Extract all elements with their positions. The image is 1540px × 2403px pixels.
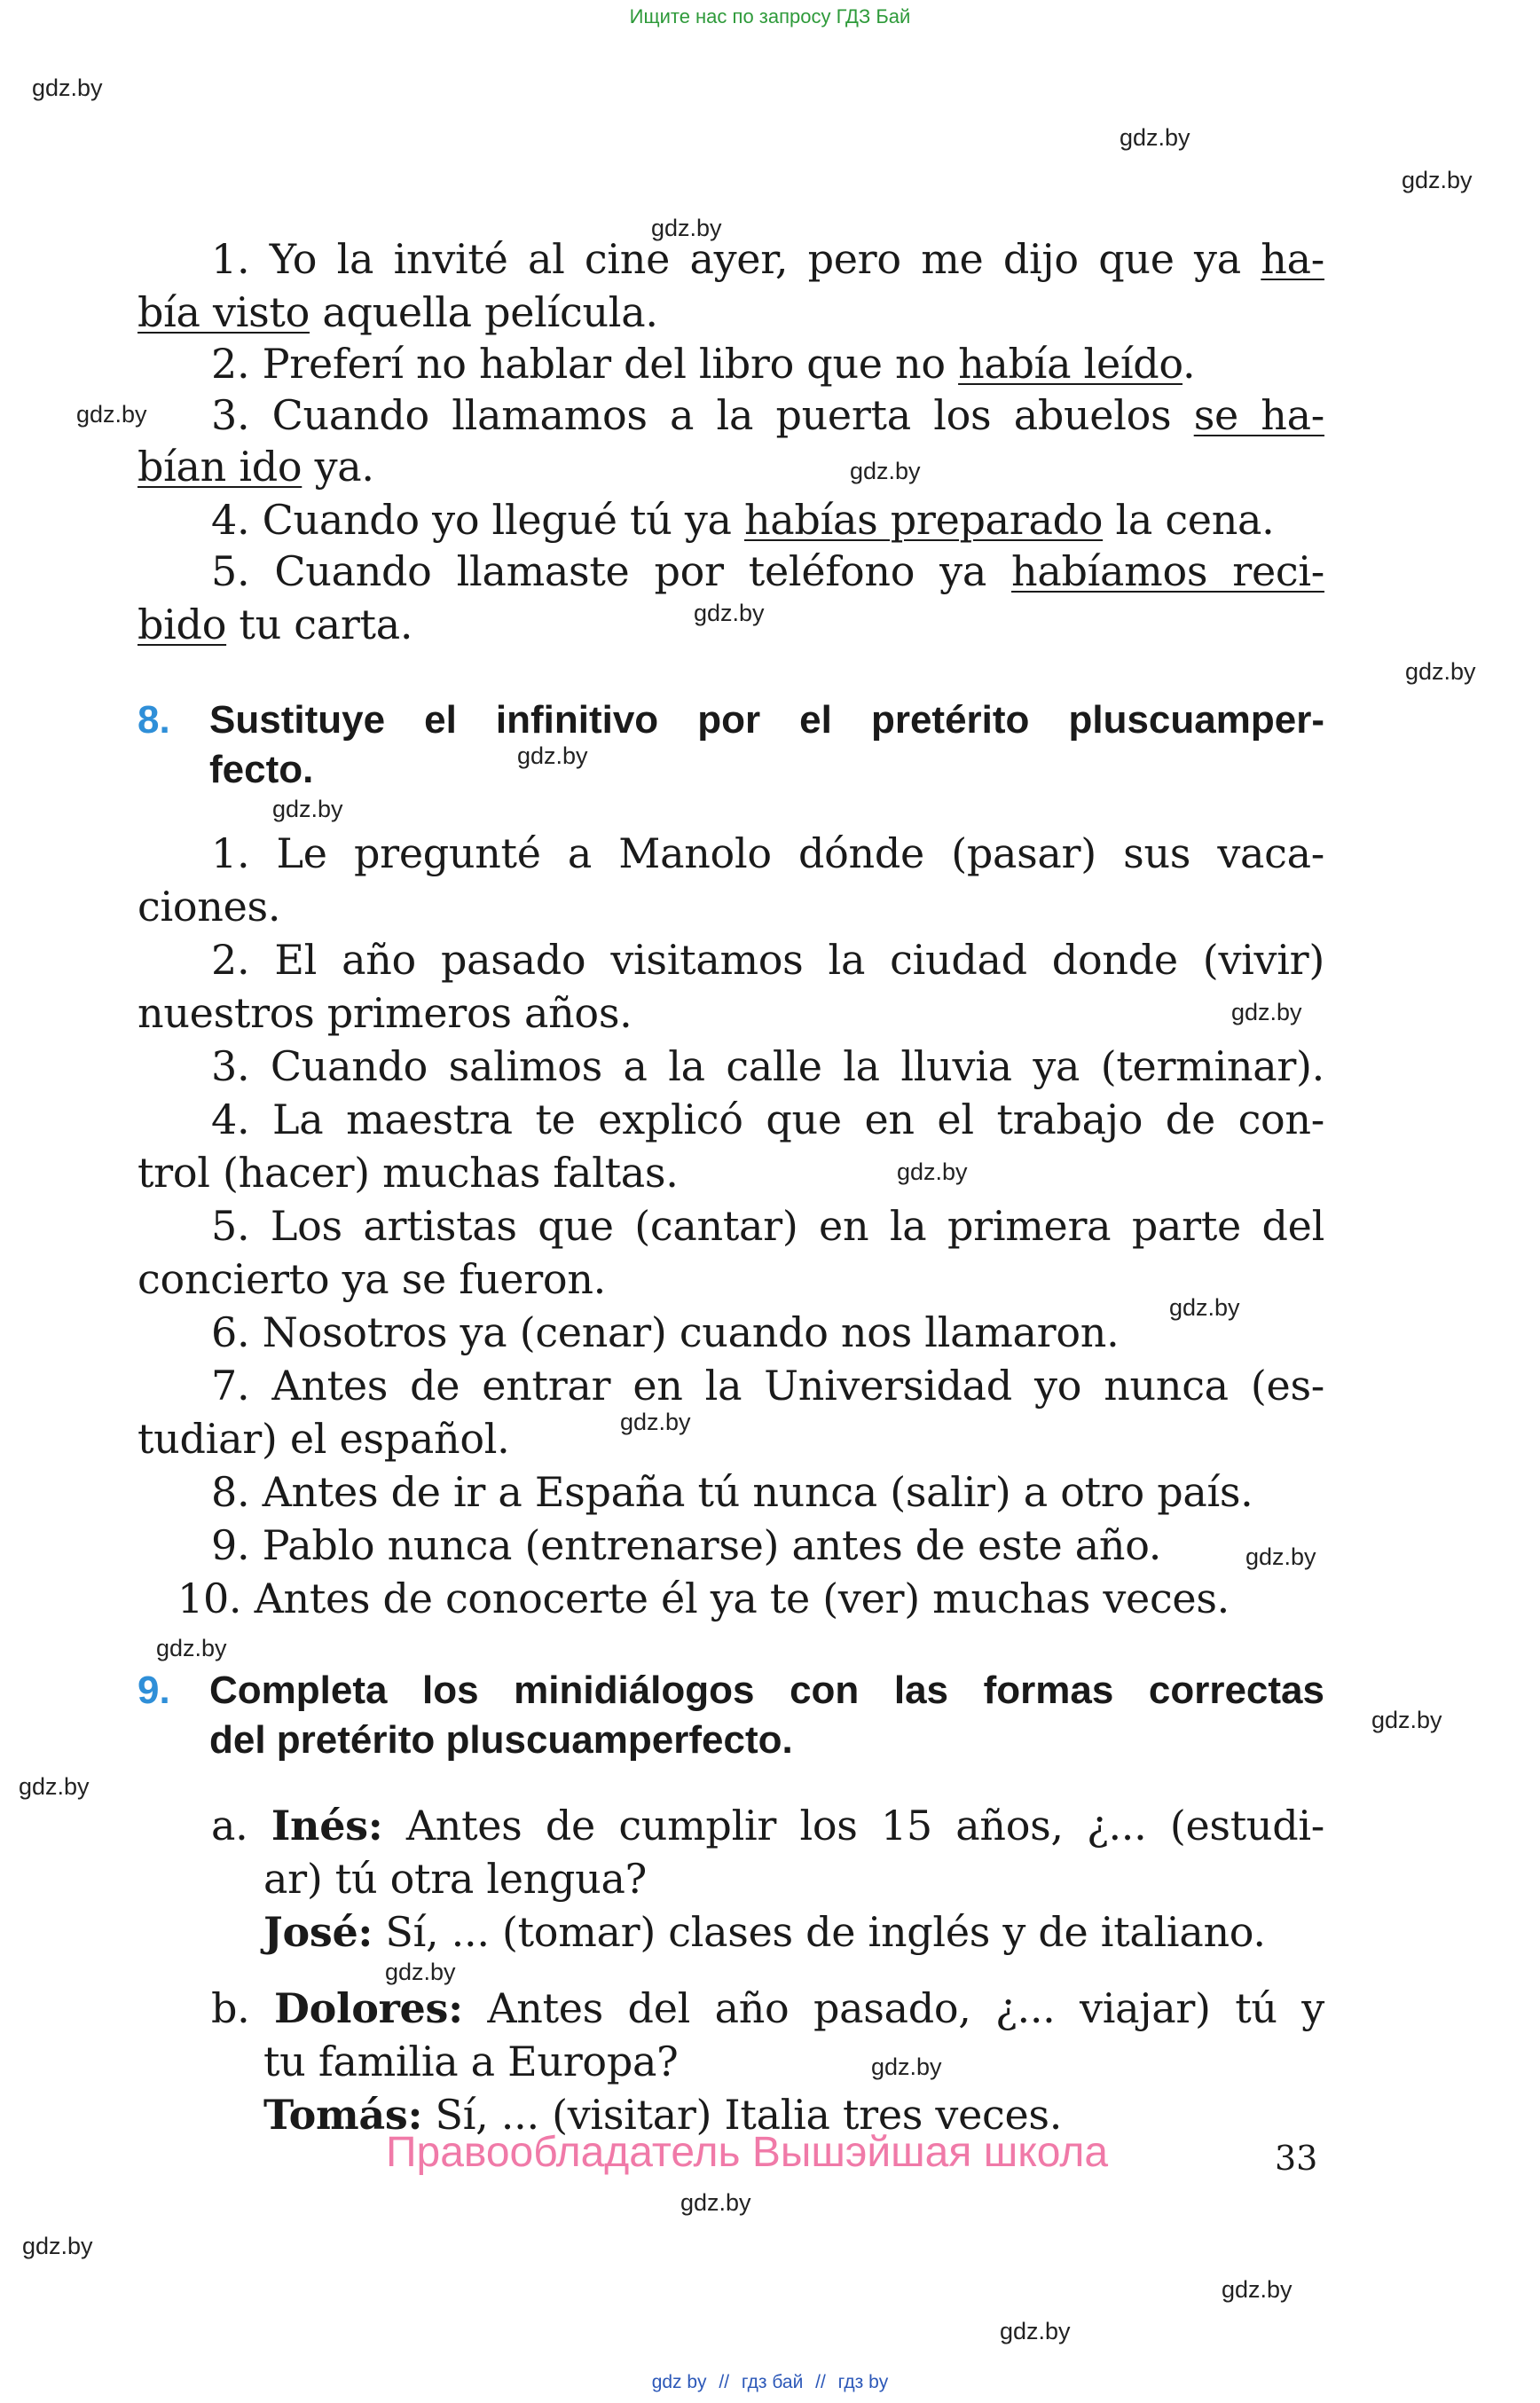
sentence-line: concierto ya se fueron. — [138, 1255, 606, 1303]
sentence-line: 9. Pablo nunca (entrenarse) antes de este año. — [211, 1521, 1162, 1569]
watermark: gdz.by — [517, 742, 588, 769]
page-number: 33 — [1275, 2139, 1318, 2178]
dialogue-line: tu familia a Europa? — [263, 2038, 679, 2085]
dialogue-line: b. Dolores: Antes del año pasado, ¿... viajar) tú y — [211, 1984, 1324, 2032]
sentence-line: tudiar) el español. — [138, 1415, 510, 1463]
exercise-instruction: Completa los minidiálogos con las formas correctas — [209, 1669, 1324, 1712]
sentence-line: 7. Antes de entrar en la Universidad yo nunca (es- — [211, 1362, 1324, 1410]
watermark: gdz.by — [651, 215, 722, 241]
footer-link[interactable]: гдз бай — [741, 2372, 804, 2392]
copyright-notice: Правообладатель Вышэйшая школа — [386, 2129, 1109, 2176]
sentence-line: 3. Cuando llamamos a la puerta los abuelos se ha- — [211, 391, 1324, 439]
sentence-line: ciones. — [138, 883, 281, 931]
bottom-links — [0, 2372, 1540, 2393]
watermark: gdz.by — [76, 401, 147, 428]
watermark: gdz.by — [850, 458, 921, 484]
watermark: gdz.by — [1402, 167, 1473, 193]
sentence-line: 5. Los artistas que (cantar) en la primera parte del — [211, 1202, 1324, 1250]
dialogue-line: Tomás: Sí, ... (visitar) Italia tres veces. — [263, 2091, 1063, 2139]
sentence-line: 1. Yo la invité al cine ayer, pero me dijo que ya ha- — [211, 235, 1324, 283]
watermark: gdz.by — [620, 1409, 691, 1435]
footer-link[interactable]: gdz by — [651, 2372, 707, 2392]
watermark: gdz.by — [156, 1635, 227, 1661]
exercise-instruction: del pretérito pluscuamperfecto. — [209, 1718, 793, 1762]
sentence-line: 6. Nosotros ya (cenar) cuando nos llamaron. — [211, 1308, 1120, 1356]
dialogue-line: José: Sí, ... (tomar) clases de inglés y de italiano. — [263, 1908, 1266, 1956]
sentence-line: bido tu carta. — [138, 601, 413, 648]
exercise-number: 9. — [138, 1669, 170, 1712]
watermark: gdz.by — [1000, 2318, 1071, 2344]
sentence-line: 2. El año pasado visitamos la ciudad donde (vivir) — [211, 936, 1324, 984]
footer-link[interactable]: гдз by — [837, 2372, 889, 2392]
link-separator: // — [719, 2372, 730, 2392]
sentence-line: bía visto aquella película. — [138, 288, 658, 336]
sentence-line: trol (hacer) muchas faltas. — [138, 1149, 679, 1197]
watermark: gdz.by — [385, 1959, 456, 1985]
top-banner: Ищите нас по запросу ГДЗ Бай — [629, 5, 911, 27]
watermark: gdz.by — [1231, 999, 1302, 1025]
watermark: gdz.by — [22, 2233, 93, 2259]
watermark: gdz.by — [1405, 658, 1476, 685]
link-separator: // — [815, 2372, 826, 2392]
sentence-line: 2. Preferí no hablar del libro que no había leído. — [211, 340, 1196, 388]
sentence-line: nuestros primeros años. — [138, 989, 632, 1037]
sentence-line: 8. Antes de ir a España tú nunca (salir) a otro país. — [211, 1468, 1253, 1516]
watermark: gdz.by — [1245, 1543, 1316, 1570]
watermark: gdz.by — [694, 600, 765, 626]
watermark: gdz.by — [1169, 1294, 1240, 1321]
dialogue-line: a. Inés: Antes de cumplir los 15 años, ¿... (estudi- — [211, 1802, 1325, 1849]
watermark: gdz.by — [680, 2189, 751, 2216]
exercise-instruction: Sustituye el infinitivo por el pretérito pluscuamper- — [209, 698, 1324, 742]
sentence-line: 1. Le pregunté a Manolo dónde (pasar) sus vaca- — [211, 829, 1324, 877]
sentence-line: 10. Antes de conocerte él ya te (ver) muchas veces. — [177, 1575, 1230, 1622]
exercise-instruction: fecto. — [209, 748, 314, 791]
watermark: gdz.by — [272, 796, 343, 822]
watermark: gdz.by — [1222, 2276, 1292, 2303]
watermark: gdz.by — [897, 1158, 968, 1185]
sentence-line: bían ido ya. — [138, 443, 374, 491]
sentence-line: 5. Cuando llamaste por teléfono ya habíamos reci- — [211, 547, 1324, 595]
watermark: gdz.by — [871, 2054, 942, 2080]
watermark: gdz.by — [1371, 1707, 1442, 1733]
sentence-line: 4. Cuando yo llegué tú ya habías preparado la cena. — [211, 496, 1275, 544]
exercise-number: 8. — [138, 698, 170, 742]
watermark: gdz.by — [1120, 124, 1190, 151]
watermark: gdz.by — [19, 1773, 90, 1800]
sentence-line: 4. La maestra te explicó que en el trabajo de con- — [211, 1095, 1324, 1143]
sentence-line: 3. Cuando salimos a la calle la lluvia ya (terminar). — [211, 1042, 1324, 1090]
dialogue-line: ar) tú otra lengua? — [263, 1855, 647, 1903]
watermark: gdz.by — [32, 75, 103, 101]
